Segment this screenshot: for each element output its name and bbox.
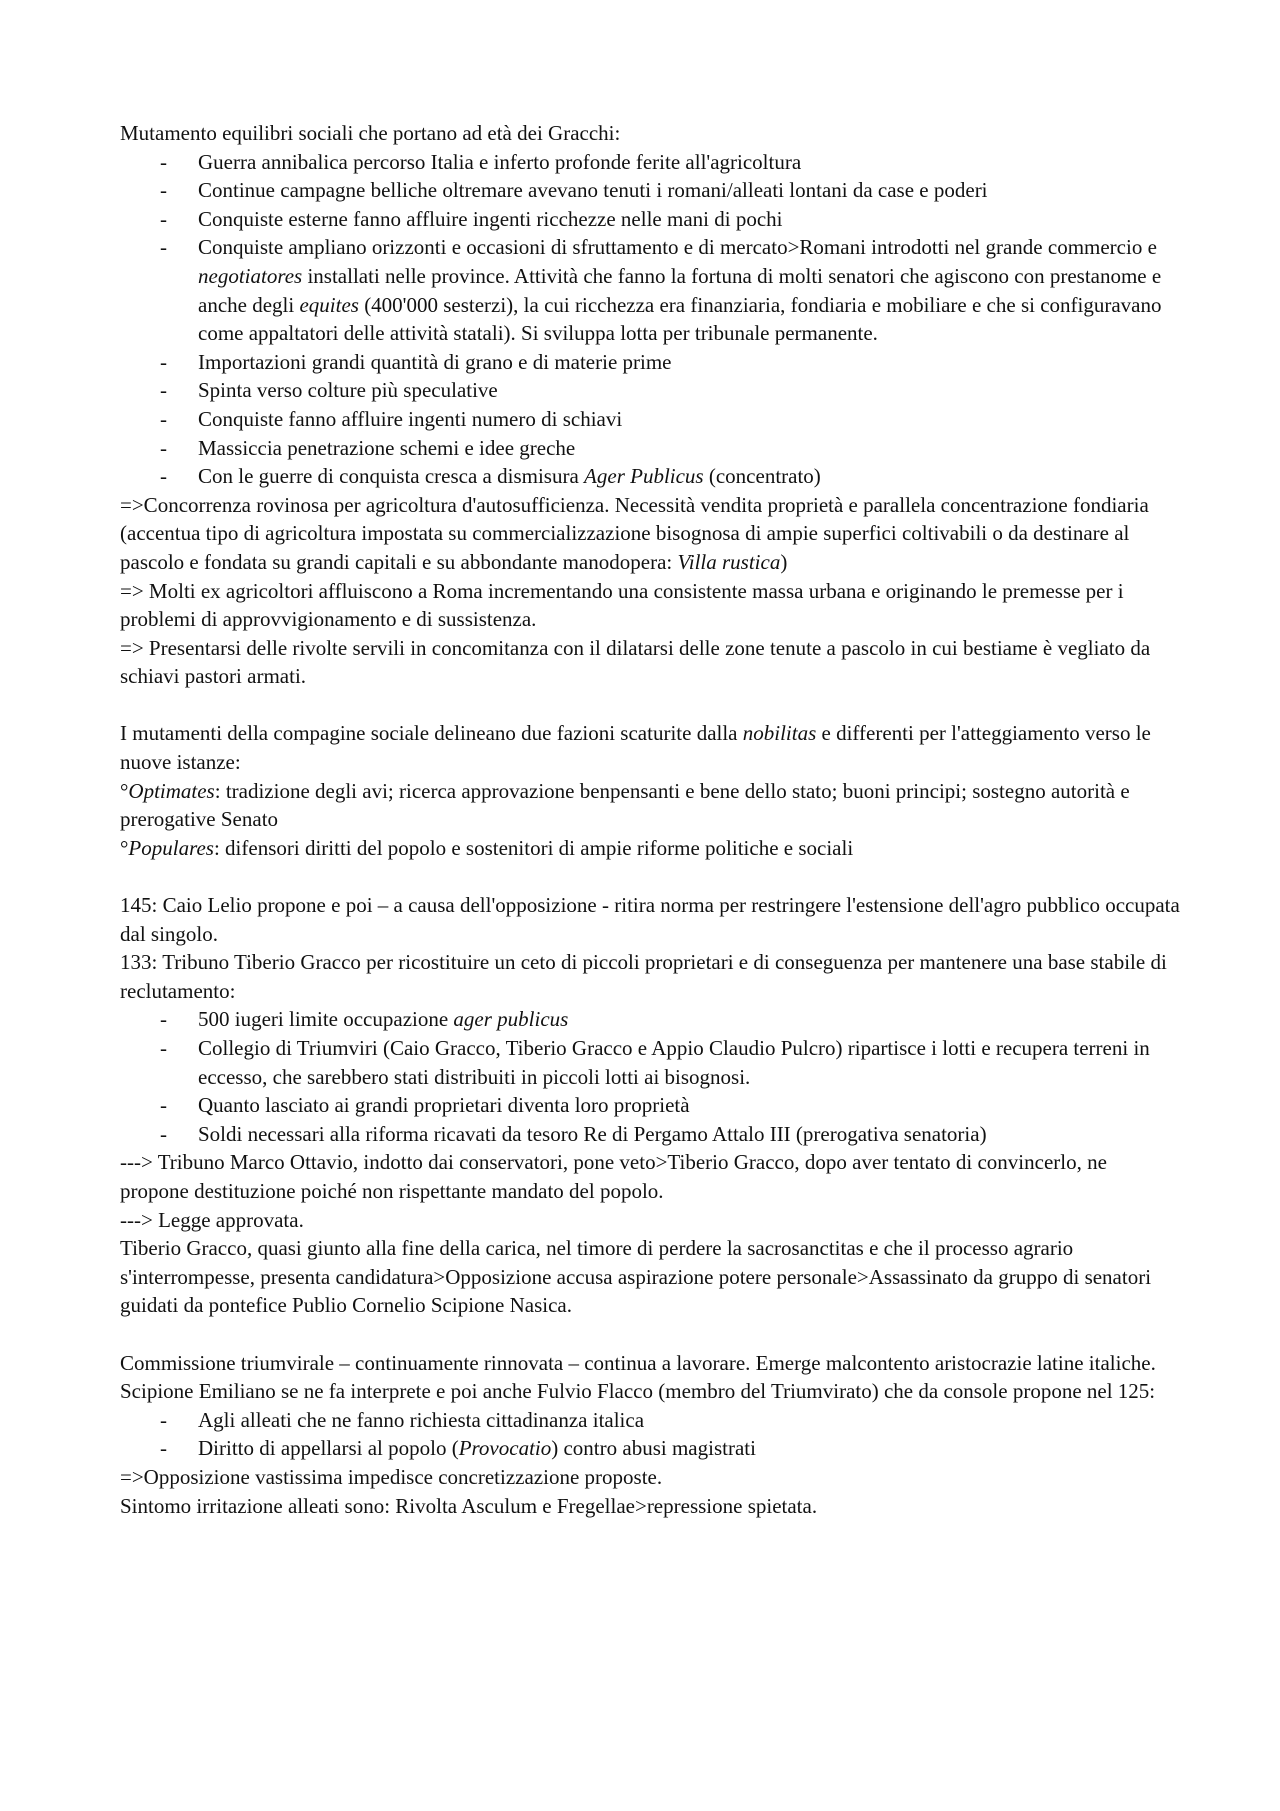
text-segment: =>Concorrenza rovinosa per agricoltura d'autosufficienza. Necessità vendita proprietà e parallela concentrazione fondiaria (accentua tipo di agricoltura impostata su commercializzazione bisognosa di ampie superfici coltivabili o da destinare al pascolo e fondata su grandi capitali e su abbondante manodopera: xyxy=(120,492,1149,574)
text-segment: Conquiste ampliano orizzonti e occasioni di sfruttamento e di mercato>Romani introdotti nel grande commercio e xyxy=(198,235,1157,260)
year-133-paragraph: 133: Tribuno Tiberio Gracco per ricostituire un ceto di piccoli proprietari e di conseguenza per mantenere una base stabile di reclutamento: xyxy=(120,950,1167,1003)
list-item xyxy=(120,1434,1180,1463)
causes-list xyxy=(120,148,1180,491)
list-item: - Guerra annibalica percorso Italia e inferto profonde ferite all'agricoltura xyxy=(120,148,1180,177)
list-item: - Collegio di Triumviri (Caio Gracco, Tiberio Gracco e Appio Claudio Pulcro) ripartisce i lotti e recupera terreni in eccesso, che sarebbero stati distribuiti in piccoli lotti ai bisognosi. xyxy=(120,1034,1180,1091)
consequence-paragraph: => Molti ex agricoltori affluiscono a Roma incrementando una consistente massa urbana e originando le premesse per i problemi di approvvigionamento e di sussistenza. xyxy=(120,578,1124,632)
list-item: - Conquiste esterne fanno affluire ingenti ricchezze nelle mani di pochi xyxy=(120,205,1180,234)
text-segment: 500 iugeri limite occupazione xyxy=(198,1007,454,1032)
italic-term: ager publicus xyxy=(453,1007,569,1032)
list-item: - Continue campagne belliche oltremare avevano tenuti i romani/alleati lontani da case e poderi xyxy=(120,176,1180,205)
list-item: - Spinta verso colture più speculative xyxy=(120,376,1180,405)
italic-term: Optimates xyxy=(128,778,215,803)
year-145-paragraph: 145: Caio Lelio propone e poi – a causa dell'opposizione - ritira norma per restringere l'estensione dell'agro pubblico occupata dal singolo. xyxy=(120,893,1180,946)
list-item: - Quanto lasciato ai grandi proprietari diventa loro proprietà xyxy=(120,1091,1180,1120)
factions-intro xyxy=(120,719,1180,776)
paragraph-gap xyxy=(120,862,1180,891)
reform-list xyxy=(120,1005,1180,1148)
paragraph-gap xyxy=(120,1320,1180,1349)
veto-paragraph: ---> Tribuno Marco Ottavio, indotto dai conservatori, pone veto>Tiberio Gracco, dopo aver tentato di convincerlo, ne propone destituzione poiché non rispettante mandato del popolo. xyxy=(120,1150,1107,1203)
list-item: - Importazioni grandi quantità di grano e di materie prime xyxy=(120,348,1180,377)
text-segment: Con le guerre di conquista cresca a dismisura xyxy=(198,464,585,489)
list-item: - Soldi necessari alla riforma ricavati da tesoro Re di Pergamo Attalo III (prerogativa senatoria) xyxy=(120,1120,1180,1149)
list-item xyxy=(120,462,1180,491)
consequence-paragraph xyxy=(120,491,1180,577)
text-segment: (400'000 sesterzi), la cui ricchezza era finanziaria, fondiaria e mobiliare e che si configuravano come appaltatori delle attività statali). Si sviluppa lotta per tribunale permanente. xyxy=(198,292,1162,346)
proposals-list xyxy=(120,1406,1180,1463)
text-segment: Diritto di appellarsi al popolo ( xyxy=(198,1436,459,1461)
optimates-paragraph xyxy=(120,777,1180,834)
italic-term: Villa rustica xyxy=(677,549,781,574)
commission-paragraph: Commissione triumvirale – continuamente rinnovata – continua a lavorare. Emerge malcontento aristocrazie latine italiche. Scipione Emiliano se ne fa interprete e poi anche Fulvio Flacco (membro del Triumvirato) che da console propone nel 125: xyxy=(120,1350,1156,1404)
italic-term: Ager Publicus xyxy=(584,464,704,489)
populares-paragraph xyxy=(120,834,1180,863)
text-segment: e differenti per l'atteggiamento verso le nuove istanze: xyxy=(120,721,1151,775)
paragraph-gap xyxy=(120,691,1180,720)
opposition-paragraph: =>Opposizione vastissima impedisce concretizzazione proposte. xyxy=(120,1464,663,1489)
text-segment: ) contro abusi magistrati xyxy=(551,1436,756,1461)
italic-term: nobilitas xyxy=(742,721,817,746)
law-approved-paragraph: ---> Legge approvata. xyxy=(120,1207,304,1232)
text-segment: (concentrato) xyxy=(703,464,821,489)
document-body xyxy=(120,119,1180,1520)
list-item: - Agli alleati che ne fanno richiesta cittadinanza italica xyxy=(120,1406,1180,1435)
list-item xyxy=(120,233,1180,347)
text-segment: ° xyxy=(120,835,129,860)
text-segment: ° xyxy=(120,778,129,803)
text-segment: I mutamenti della compagine sociale delineano due fazioni scaturite dalla xyxy=(120,721,743,746)
text-segment: installati nelle province. Attività che fanno la fortuna di molti senatori che agiscono con prestanome e anche degli xyxy=(198,263,1162,317)
consequence-paragraph: => Presentarsi delle rivolte servili in concomitanza con il dilatarsi delle zone tenute a pascolo in cui bestiame è vegliato da schiavi pastori armati. xyxy=(120,635,1151,689)
italic-term: negotiatores xyxy=(198,263,303,288)
italic-term: equites xyxy=(299,292,359,317)
list-item xyxy=(120,1005,1180,1034)
text-segment: : difensori diritti del popolo e sostenitori di ampie riforme politiche e sociali xyxy=(213,835,854,860)
section-heading: Mutamento equilibri sociali che portano ad età dei Gracchi: xyxy=(120,121,621,145)
tiberius-death-paragraph: Tiberio Gracco, quasi giunto alla fine della carica, nel timore di perdere la sacrosanctitas e che il processo agrario s'interrompesse, presenta candidatura>Opposizione accusa aspirazione potere personale>Assassinato da gruppo di senatori guidati da pontefice Publio Cornelio Scipione Nasica. xyxy=(120,1236,1152,1318)
list-item: - Massiccia penetrazione schemi e idee greche xyxy=(120,434,1180,463)
list-item: - Conquiste fanno affluire ingenti numero di schiavi xyxy=(120,405,1180,434)
italic-term: Provocatio xyxy=(458,1436,552,1461)
text-segment: : tradizione degli avi; ricerca approvazione benpensanti e bene dello stato; buoni principi; sostegno autorità e prerogative Senato xyxy=(120,778,1130,832)
italic-term: Populares xyxy=(128,835,214,860)
text-segment: ) xyxy=(780,549,788,574)
symptom-paragraph: Sintomo irritazione alleati sono: Rivolta Asculum e Fregellae>repressione spietata. xyxy=(120,1493,818,1518)
